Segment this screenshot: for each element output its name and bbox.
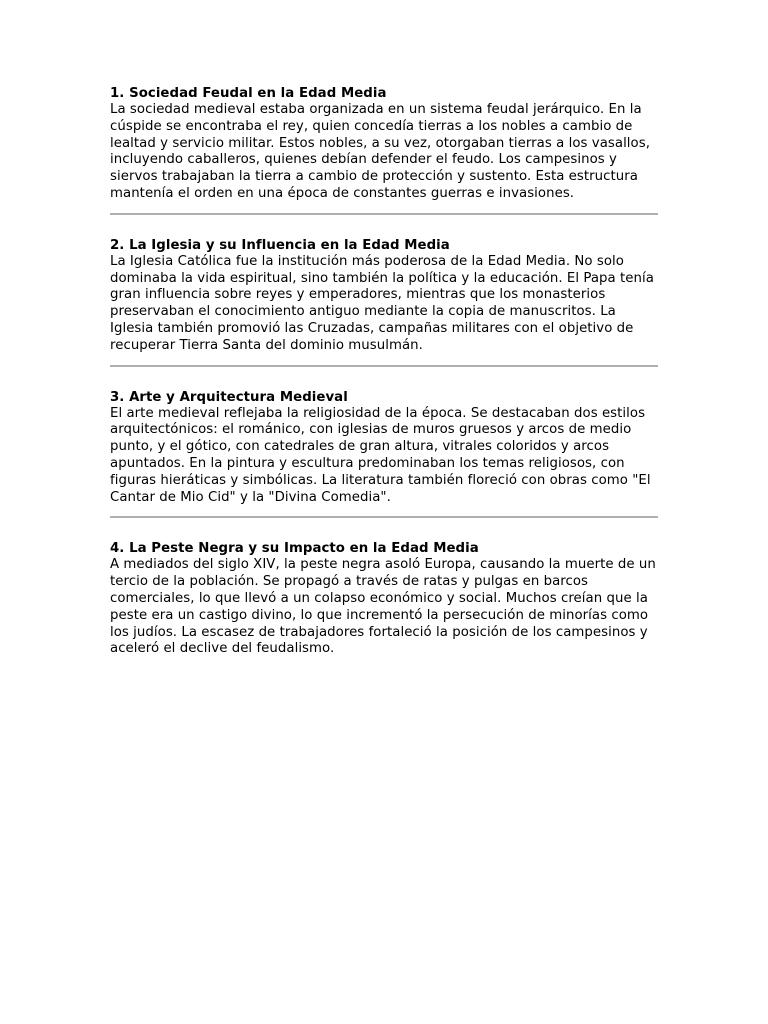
section-title: 4. La Peste Negra y su Impacto en la Edad Media: [110, 541, 479, 557]
section-body: El arte medieval reflejaba la religiosidad de la época. Se destacaban dos estilos arquitectónicos: el románico, con iglesias de muros gruesos y arcos de medio punto, y el gótico, con catedrales de gran altura, vitrales coloridos y arcos apuntados. En la pintura y escultura predominaban los temas religiosos, con figuras hieráticas y simbólicas. La literatura también floreció con obras como "El Cantar de Mio Cid" y la "Divina Comedia".: [110, 405, 651, 505]
section-church-influence: [110, 215, 658, 367]
section-title: 1. Sociedad Feudal en la Edad Media: [110, 86, 387, 101]
section-title: 2. La Iglesia y su Influencia en la Edad Media: [110, 237, 450, 253]
section-medieval-art: [110, 367, 658, 519]
section-body: La sociedad medieval estaba organizada en un sistema feudal jerárquico. En la cúspide se encontraba el rey, quien concedía tierras a los nobles a cambio de lealtad y servicio militar. Estos nobles, a su vez, otorgaban tierras a los vasallos, incluyendo caballeros, quienes debían defender el feudo. Los campesinos y siervos trabajaban la tierra a cambio de protección y sustento. Esta estructura mantenía el orden en una época de constantes guerras e invasiones.: [110, 102, 650, 201]
section-body: La Iglesia Católica fue la institución más poderosa de la Edad Media. No solo dominaba la vida espiritual, sino también la política y la educación. El Papa tenía gran influencia sobre reyes y emperadores, mientras que los monasterios preservaban el conocimiento antiguo mediante la copia de manuscritos. La Iglesia también promovió las Cruzadas, campañas militares con el objetivo de recuperar Tierra Santa del dominio musulmán.: [110, 253, 654, 353]
section-body: A mediados del siglo XIV, la peste negra asoló Europa, causando la muerte de un tercio de la población. Se propagó a través de ratas y pulgas en barcos comerciales, lo que llevó a un colapso económico y social. Muchos creían que la peste era un castigo divino, lo que incrementó la persecución de minorías como los judíos. La escasez de trabajadores fortaleció la posición de los campesinos y aceleró el declive del feudalismo.: [110, 557, 656, 657]
section-title: 3. Arte y Arquitectura Medieval: [110, 389, 348, 405]
section-feudal-society: [110, 85, 658, 215]
document: [110, 85, 658, 668]
section-black-death: [110, 518, 658, 668]
